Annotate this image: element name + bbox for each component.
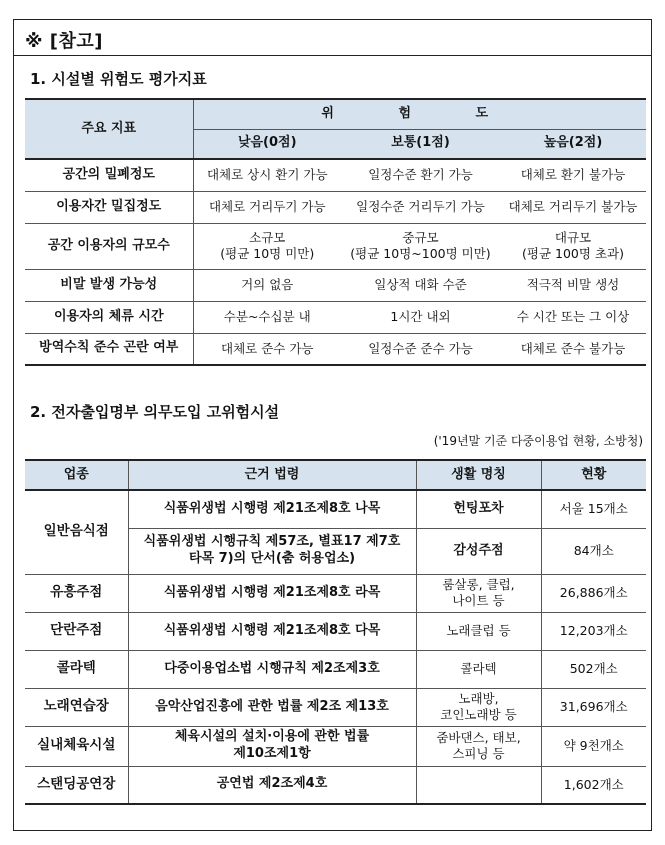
table-row <box>25 159 646 191</box>
law-cell: 식품위생법 시행령 제21조제8호 다목 <box>128 612 416 650</box>
header-mid: 보통(1점) <box>341 129 500 159</box>
table-row <box>25 726 646 766</box>
name-cell: 룸살롱, 클럽, 나이트 등 <box>416 574 541 612</box>
indicator-cell: 공간 이용자의 규모수 <box>25 223 193 269</box>
name-cell: 콜라텍 <box>416 650 541 688</box>
high-cell: 수 시간 또는 그 이상 <box>500 301 646 333</box>
reference-mark: ※ <box>25 31 43 52</box>
law-cell: 체육시설의 설치·이용에 관한 법률 제10조제1항 <box>128 726 416 766</box>
table-row <box>25 766 646 804</box>
law-cell: 식품위생법 시행규칙 제57조, 별표17 제7호 타목 7)의 단서(춤 허용업소) <box>128 528 416 574</box>
name-cell: 줌바댄스, 태보, 스피닝 등 <box>416 726 541 766</box>
law-cell: 공연법 제2조제4호 <box>128 766 416 804</box>
header-high: 높음(2점) <box>500 129 646 159</box>
status-cell: 1,602개소 <box>541 766 646 804</box>
status-cell: 서울 15개소 <box>541 490 646 528</box>
section1-heading: 1. 시설별 위험도 평가지표 <box>30 70 207 88</box>
name-cell: 노래방, 코인노래방 등 <box>416 688 541 726</box>
mid-cell: 일정수준 준수 가능 <box>341 333 500 365</box>
high-risk-facility-table <box>25 459 646 805</box>
header-law: 근거 법령 <box>128 460 416 490</box>
type-cell: 유흥주점 <box>25 574 128 612</box>
indicator-cell: 비말 발생 가능성 <box>25 269 193 301</box>
low-cell: 대체로 거리두기 가능 <box>193 191 341 223</box>
type-cell: 스탠딩공연장 <box>25 766 128 804</box>
table-row <box>25 612 646 650</box>
status-cell: 84개소 <box>541 528 646 574</box>
high-cell: 대체로 준수 불가능 <box>500 333 646 365</box>
high-cell: 대규모 (평균 100명 초과) <box>500 223 646 269</box>
table-row <box>25 333 646 365</box>
law-cell: 식품위생법 시행령 제21조제8호 라목 <box>128 574 416 612</box>
table-row <box>25 269 646 301</box>
name-cell: 감성주점 <box>416 528 541 574</box>
indicator-cell: 방역수칙 준수 곤란 여부 <box>25 333 193 365</box>
type-cell: 실내체육시설 <box>25 726 128 766</box>
table-row <box>25 490 646 528</box>
title-divider <box>13 55 652 56</box>
mid-cell: 일상적 대화 수준 <box>341 269 500 301</box>
low-cell: 소규모 (평균 10명 미만) <box>193 223 341 269</box>
law-cell: 식품위생법 시행령 제21조제8호 나목 <box>128 490 416 528</box>
type-cell: 일반음식점 <box>25 490 128 574</box>
mid-cell: 중규모 (평균 10명~100명 미만) <box>341 223 500 269</box>
mid-cell: 일정수준 거리두기 가능 <box>341 191 500 223</box>
status-cell: 약 9천개소 <box>541 726 646 766</box>
table-row <box>25 574 646 612</box>
status-cell: 26,886개소 <box>541 574 646 612</box>
header-indicator: 주요 지표 <box>25 99 193 159</box>
reference-label: [참고] <box>49 31 104 52</box>
risk-indicator-table <box>25 98 646 366</box>
table-row <box>25 650 646 688</box>
header-risk: 위 험 도 <box>193 99 646 129</box>
mid-cell: 일정수준 환기 가능 <box>341 159 500 191</box>
header-name: 생활 명칭 <box>416 460 541 490</box>
table-row <box>25 688 646 726</box>
high-cell: 적극적 비말 생성 <box>500 269 646 301</box>
reference-title <box>25 27 103 53</box>
low-cell: 대체로 준수 가능 <box>193 333 341 365</box>
low-cell: 수분~수십분 내 <box>193 301 341 333</box>
name-cell: 노래클럽 등 <box>416 612 541 650</box>
table-row <box>25 223 646 269</box>
type-cell: 단란주점 <box>25 612 128 650</box>
header-status: 현황 <box>541 460 646 490</box>
low-cell: 거의 없음 <box>193 269 341 301</box>
mid-cell: 1시간 내외 <box>341 301 500 333</box>
table-row <box>25 191 646 223</box>
law-cell: 음악산업진흥에 관한 법률 제2조 제13호 <box>128 688 416 726</box>
status-cell: 31,696개소 <box>541 688 646 726</box>
section2-heading: 2. 전자출입명부 의무도입 고위험시설 <box>30 403 280 421</box>
indicator-cell: 이용자의 체류 시간 <box>25 301 193 333</box>
low-cell: 대체로 상시 환기 가능 <box>193 159 341 191</box>
high-cell: 대체로 거리두기 불가능 <box>500 191 646 223</box>
table-row <box>25 301 646 333</box>
status-cell: 502개소 <box>541 650 646 688</box>
type-cell: 노래연습장 <box>25 688 128 726</box>
status-cell: 12,203개소 <box>541 612 646 650</box>
indicator-cell: 이용자간 밀집정도 <box>25 191 193 223</box>
high-cell: 대체로 환기 불가능 <box>500 159 646 191</box>
header-low: 낮음(0점) <box>193 129 341 159</box>
name-cell: 헌팅포차 <box>416 490 541 528</box>
name-cell <box>416 766 541 804</box>
header-type: 업종 <box>25 460 128 490</box>
indicator-cell: 공간의 밀폐정도 <box>25 159 193 191</box>
source-note: ('19년말 기준 다중이용업 현황, 소방청) <box>433 434 643 448</box>
law-cell: 다중이용업소법 시행규칙 제2조제3호 <box>128 650 416 688</box>
type-cell: 콜라텍 <box>25 650 128 688</box>
